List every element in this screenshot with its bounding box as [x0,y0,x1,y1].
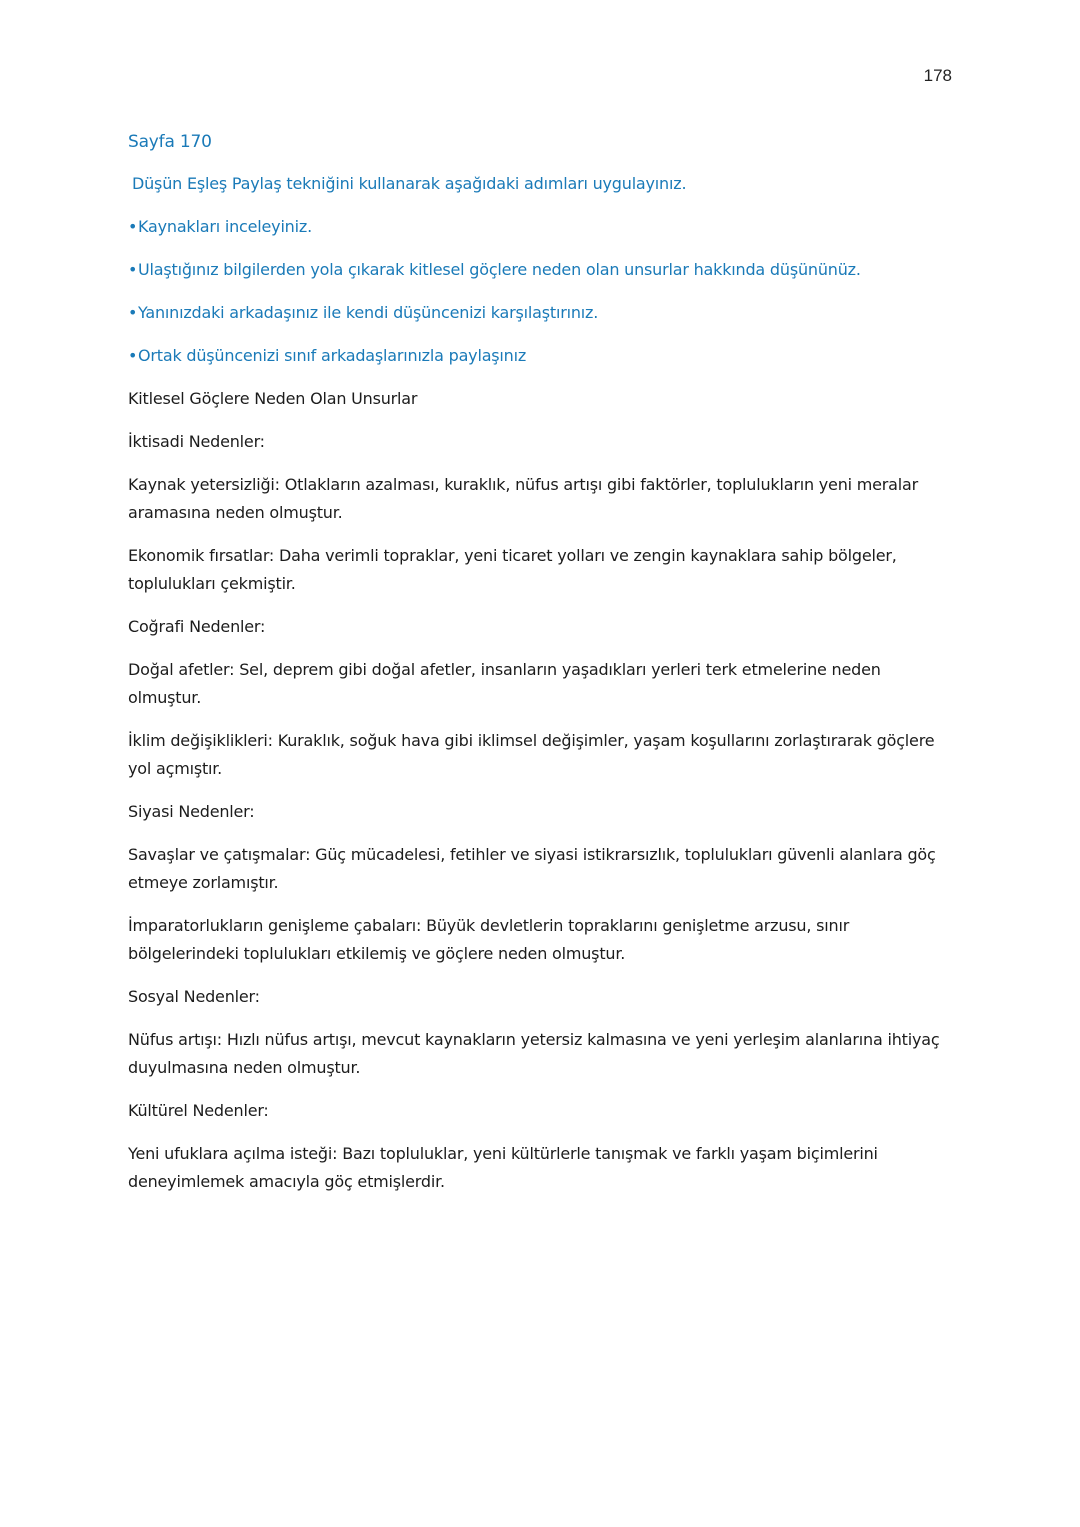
main-heading: Kitlesel Göçlere Neden Olan Unsurlar [128,389,418,408]
paragraph [128,471,958,527]
bullet-icon: • [128,303,138,322]
bullet-item [128,342,958,370]
section-title: Sayfa 170 [128,132,212,152]
bullet-icon: • [128,346,138,365]
paragraph-text: Kuraklık, soğuk hava gibi iklimsel değişimler, yaşam koşullarını zorlaştırarak göçlere yol açmıştır. [128,731,935,778]
paragraph-text: Güç mücadelesi, fetihler ve siyasi istikrarsızlık, toplulukları güvenli alanlara göç etmeye zorlamıştır. [128,845,936,892]
paragraph-term: Doğal afetler: [128,660,235,679]
paragraph [128,542,958,598]
paragraph-term: Savaşlar ve çatışmalar: [128,845,311,864]
paragraph [128,656,958,712]
paragraph [128,841,958,897]
group-heading: Kültürel Nedenler: [128,1101,269,1120]
paragraph-text: Otlakların azalması, kuraklık, nüfus artışı gibi faktörler, toplulukların yeni meralar aramasına neden olmuştur. [128,475,919,522]
paragraph-term: İklim değişiklikleri: [128,731,273,750]
paragraph [128,1026,958,1082]
instruction-text: Düşün Eşleş Paylaş tekniğini kullanarak aşağıdaki adımları uygulayınız. [132,174,687,193]
paragraph-text: Büyük devletlerin topraklarını genişletme arzusu, sınır bölgelerindeki toplulukları etkilemiş ve göçlere neden olmuştur. [128,916,850,963]
paragraph-text: Bazı topluluklar, yeni kültürlerle tanışmak ve farklı yaşam biçimlerini deneyimlemek amacıyla göç etmişlerdir. [128,1144,878,1191]
paragraph-text: Sel, deprem gibi doğal afetler, insanların yaşadıkları yerleri terk etmelerine neden olmuştur. [128,660,881,707]
paragraph-term: Kaynak yetersizliği: [128,475,280,494]
bullet-text: Ulaştığınız bilgilerden yola çıkarak kitlesel göçlere neden olan unsurlar hakkında düşününüz. [138,260,861,279]
group-heading: İktisadi Nedenler: [128,432,265,451]
group-heading: Coğrafi Nedenler: [128,617,266,636]
bullet-icon: • [128,217,138,236]
paragraph [128,1140,958,1196]
paragraph-text: Hızlı nüfus artışı, mevcut kaynakların yetersiz kalmasına ve yeni yerleşim alanlarına ihtiyaç duyulmasına neden olmuştur. [128,1030,940,1077]
group-heading: Siyasi Nedenler: [128,802,255,821]
page-number: 178 [923,66,952,85]
bullet-text: Ortak düşüncenizi sınıf arkadaşlarınızla paylaşınız [138,346,527,365]
paragraph [128,727,958,783]
group-heading: Sosyal Nedenler: [128,987,260,1006]
paragraph [128,912,958,968]
bullet-icon: • [128,260,138,279]
bullet-item [128,213,958,241]
bullet-item [128,256,958,284]
paragraph-term: İmparatorlukların genişleme çabaları: [128,916,422,935]
page-content [128,128,958,1211]
paragraph-term: Yeni ufuklara açılma isteği: [128,1144,338,1163]
bullet-text: Kaynakları inceleyiniz. [138,217,312,236]
paragraph-text: Daha verimli topraklar, yeni ticaret yolları ve zengin kaynaklara sahip bölgeler, toplulukları çekmiştir. [128,546,897,593]
paragraph-term: Nüfus artışı: [128,1030,222,1049]
bullet-text: Yanınızdaki arkadaşınız ile kendi düşüncenizi karşılaştırınız. [138,303,599,322]
bullet-item [128,299,958,327]
paragraph-term: Ekonomik fırsatlar: [128,546,275,565]
